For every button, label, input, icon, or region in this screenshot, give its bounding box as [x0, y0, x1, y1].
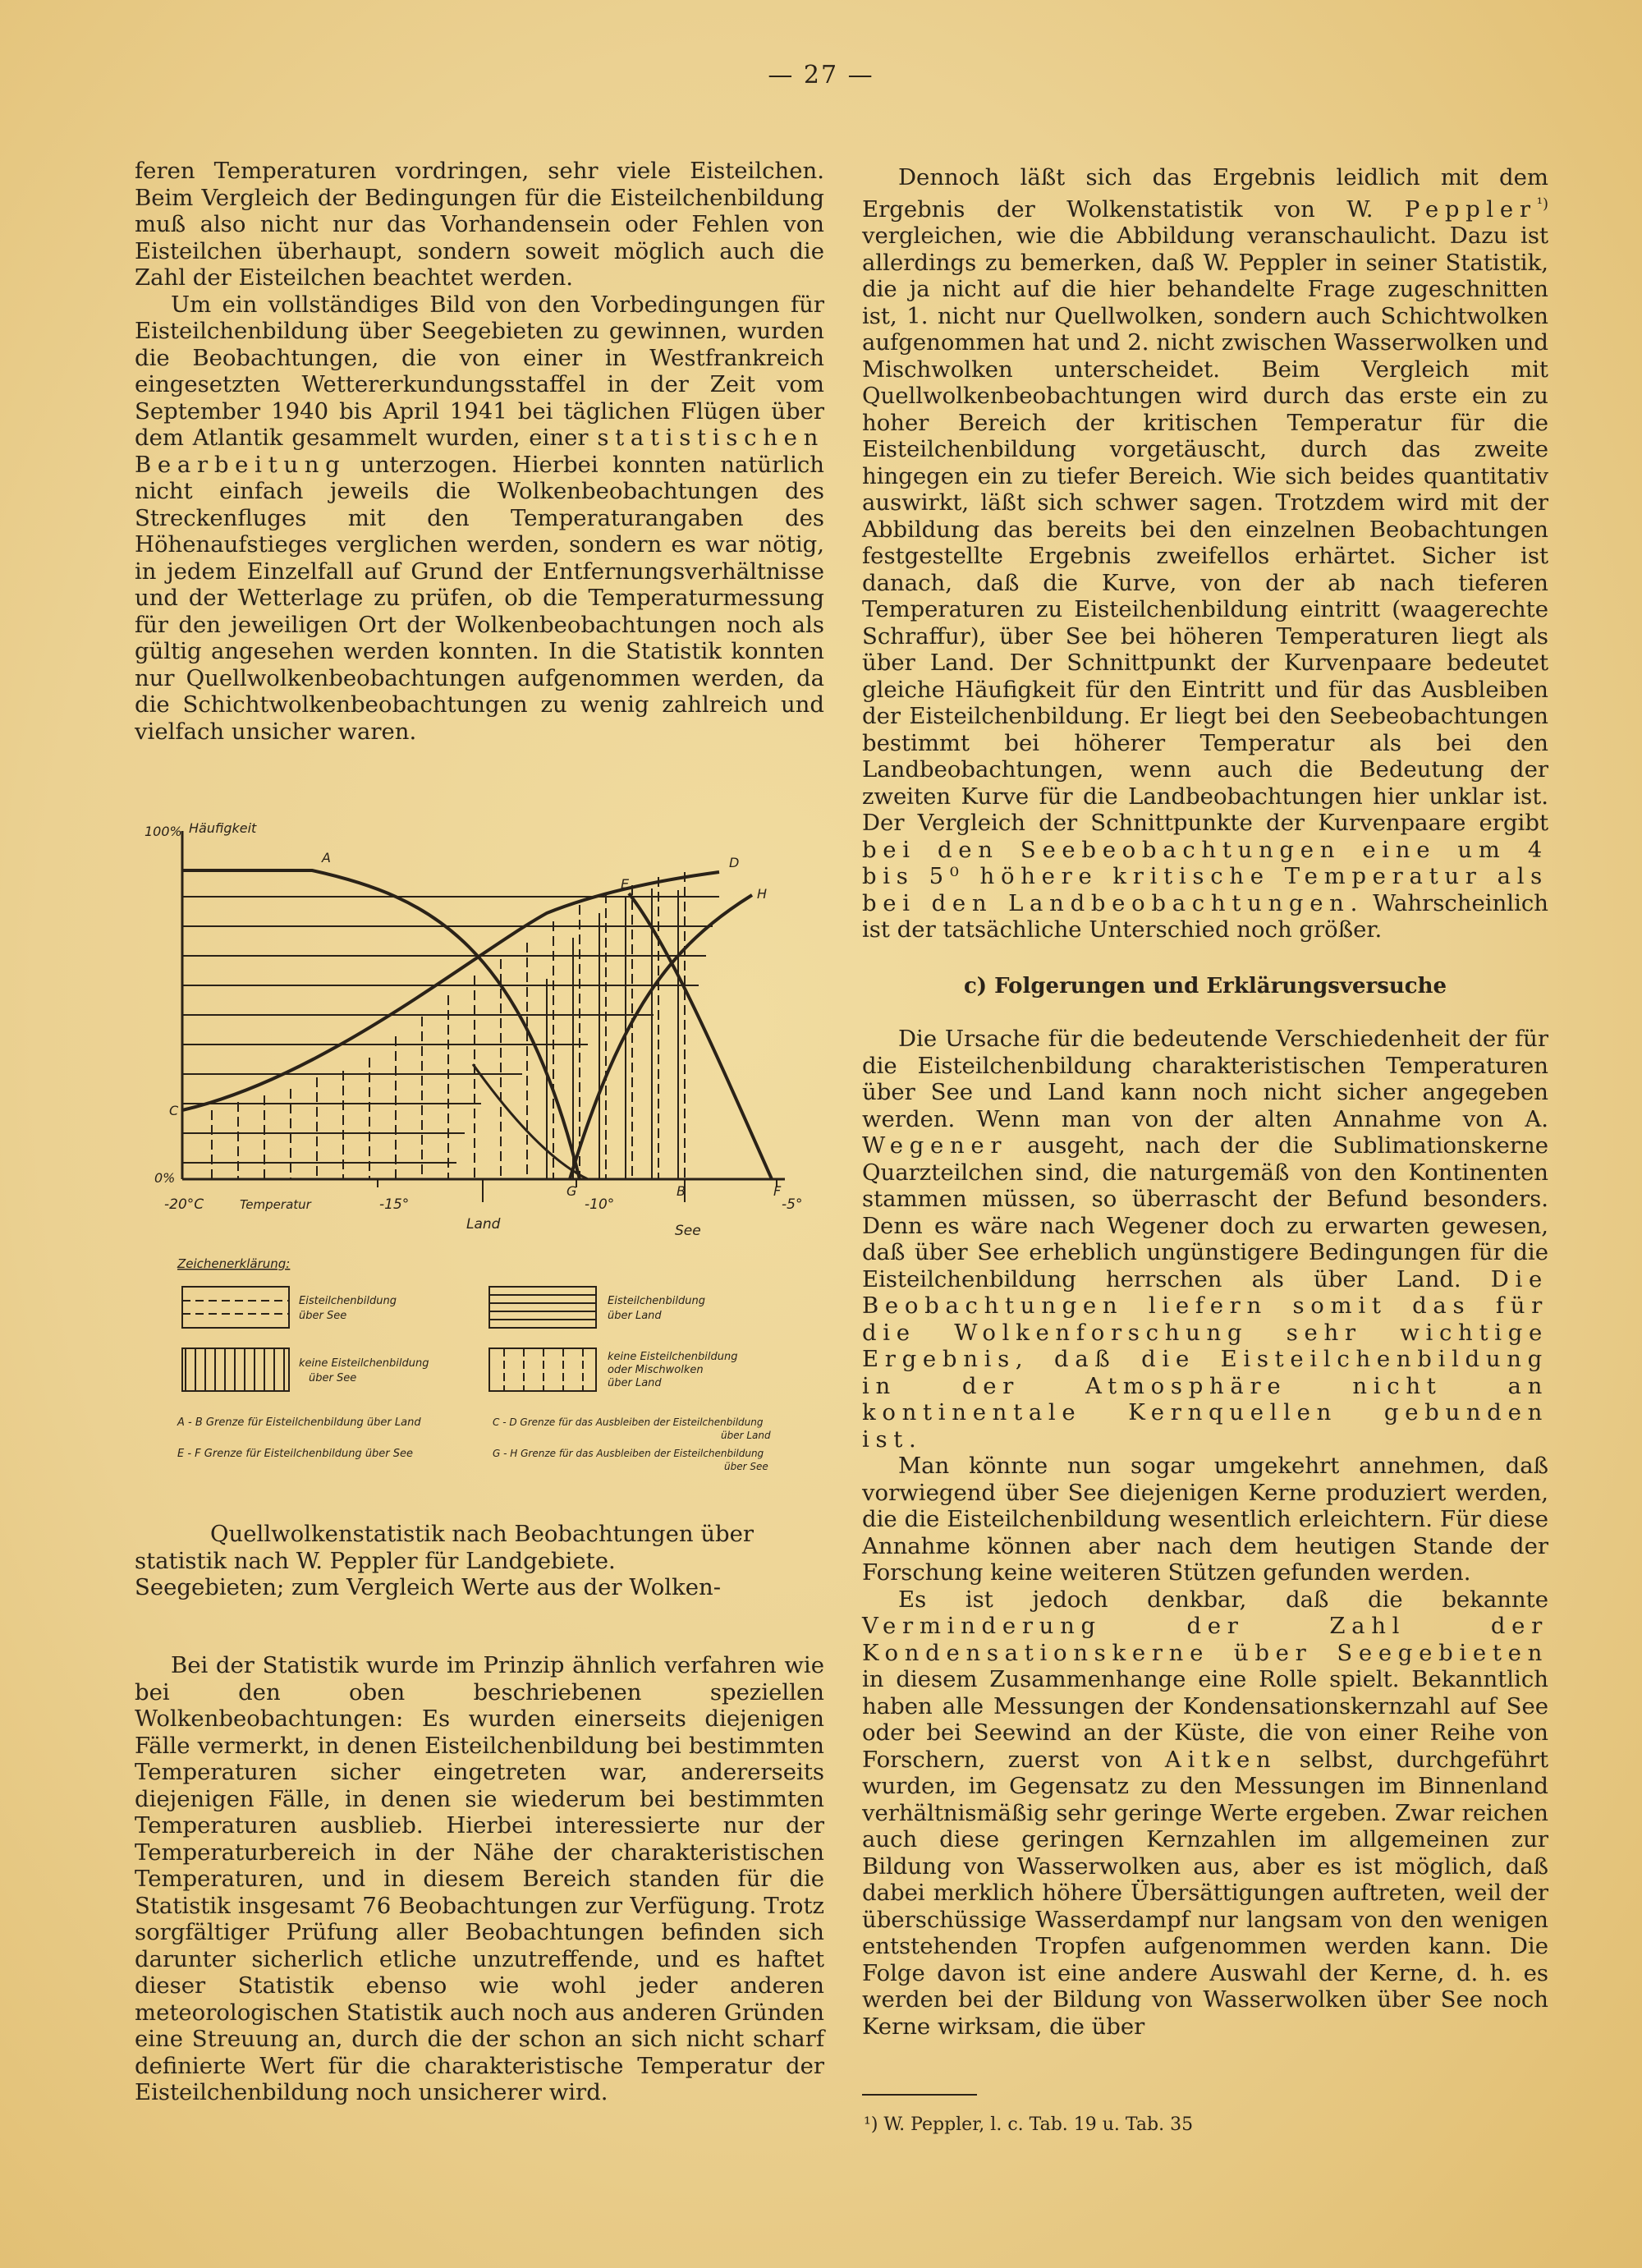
- tick-minus-10: -10°: [585, 1196, 615, 1213]
- y-bottom-label: 0%: [154, 1170, 176, 1186]
- left-paragraph-2-b: unterzogen. Hierbei konnten natürlich nicht einfach jeweils die Wolkenbeobachtungen des Streckenfluges mit den Temperaturangaben des Höhenaufstieges verglichen werden, sondern es war nötig, in jedem Einzelfall auf Grund der Entfernungsverhältnisse und der Wetterlage zu prüfen, ob die Temperaturmessung für den jeweiligen Ort der Wolkenbeobachtungen noch als gültig angesehen werden konnten. In die Statistik konnten nur Quellwolkenbeobachtungen aufgenommen werden, da die Schichtwolkenbeobachtungen zu wenig zahlreich und vielfach unsicher waren.: [135, 451, 824, 745]
- horizontal-hatching: [182, 870, 719, 1163]
- legend-4-line3: über Land: [608, 1377, 662, 1389]
- curve-label-e: E: [621, 876, 630, 892]
- y-axis-title: Häufigkeit: [189, 820, 257, 836]
- legend-2-line1: Eisteilchenbildung: [608, 1295, 705, 1307]
- right-paragraph-1-c: Wahrscheinlich ist der tatsächliche Unterschied noch größer.: [862, 889, 1548, 943]
- see-marker: See: [675, 1223, 701, 1239]
- curve-g-h: [570, 895, 752, 1179]
- legend-2-line2: über Land: [608, 1310, 662, 1322]
- note-c-d: C - D Grenze für das Ausbleiben der Eisteilchenbildung: [493, 1416, 764, 1428]
- tick-minus-15: -15°: [379, 1196, 410, 1213]
- note-a-b: A - B Grenze für Eisteilchenbildung über Land: [177, 1416, 421, 1429]
- curve-label-a: A: [322, 850, 331, 865]
- tick-minus-20: -20°C: [164, 1196, 204, 1213]
- curve-see-low: [473, 1064, 588, 1179]
- left-column-bottom: [135, 1652, 824, 2106]
- curve-label-g: G: [566, 1183, 577, 1199]
- page-number: — 27 —: [768, 61, 874, 90]
- caption-line-1: Quellwolkenstatistik nach Beobachtungen über: [210, 1521, 754, 1547]
- section-heading: c) Folgerungen und Erklärungsversuche: [963, 973, 1447, 999]
- right-paragraph-1-a: Dennoch läßt sich das Ergebnis leidlich mit dem Ergebnis der Wolkenstatistik von W.: [862, 164, 1548, 223]
- right-paragraph-4: [862, 1586, 1548, 2041]
- right-paragraph-3: Man könnte nun sogar umgekehrt annehmen, daß vorwiegend über See diejenigen Kerne produziert werden, die die Eisteilchenbildung wesentlich erleichtern. Für diese Annahme können aber nach dem heutigen Stande der Forschung keine weiteren Stützen gefunden werden.: [862, 1453, 1548, 1586]
- left-paragraph-2-a: Um ein vollständiges Bild von den Vorbedingungen für Eisteilchenbildung über Seegebieten zu gewinnen, wurden die Beobachtungen, die von einer in Westfrankreich eingesetzten Wettererkundungsstaffel in der Zeit vom September 1940 bis April 1941 bei täglichen Flügen über dem Atlantik gesammelt wurden, einer: [135, 291, 824, 451]
- legend-1-line2: über See: [299, 1310, 347, 1322]
- right-paragraph-2-a: Die Ursache für die bedeutende Verschiedenheit der für die Eisteilchenbildung charakteristischen Temperaturen über See und Land kann noch nicht sicher angegeben werden. Wenn man von der alten Annahme von A.: [862, 1026, 1548, 1132]
- curve-label-f: F: [773, 1183, 782, 1199]
- right-paragraph-4-c: selbst, durchgeführt wurden, im Gegensatz zu den Messungen im Binnenland verhältnismäßig sehr geringe Werte ergeben. Zwar reichen auch diese geringen Kernzahlen im allgemeinen zur Bildung von Wasserwolken aus, aber es ist möglich, daß dabei merklich höhere Übersättigungen auftreten, weil der überschüssige Wasserdampf nur langsam von den wenigen entstehenden Tropfen aufgenommen werden kann. Die Folge davon ist eine andere Auswahl der Kerne, d. h. es werden bei der Bildung von Wasserwolken über See noch Kerne wirksam, die über: [862, 1746, 1549, 2040]
- footnote-ref: ¹): [1536, 195, 1548, 213]
- legend-swatch-land-eis: [489, 1287, 596, 1328]
- peppler-name: Peppler: [1404, 195, 1537, 223]
- legend-3-line2: über See: [309, 1372, 357, 1384]
- legend-4-line2: oder Mischwolken: [608, 1364, 704, 1376]
- note-c-d-2: über Land: [721, 1430, 771, 1441]
- right-paragraph-2-spaced: Die Beobachtungen liefern somit das für die Wolkenforschung sehr wichtige Ergebnis, daß die Eisteilchenbildung in der Atmosphäre nicht an kontinentale Kernquellen gebunden ist.: [862, 1265, 1549, 1453]
- caption-line-2: statistik nach W. Peppler für Landgebiete.: [135, 1547, 616, 1574]
- note-g-h: G - H Grenze für das Ausbleiben der Eisteilchenbildung: [493, 1448, 764, 1459]
- right-paragraph-2: [862, 1026, 1548, 1453]
- note-g-h-2: über See: [724, 1461, 768, 1472]
- curve-label-b: B: [677, 1183, 686, 1199]
- right-paragraph-2-b: ausgeht, nach der die Sublimationskerne Quarzteilchen sind, die naturgemäß von den Kontinenten stammen müssen, so überrascht der Befund besonders. Denn es wäre nach Wegener doch zu erwarten gewesen, daß über See erheblich ungünstigere Bedingungen für die Eisteilchenbildung herrschen als über Land.: [862, 1132, 1548, 1292]
- right-paragraph-1-b: vergleichen, wie die Abbildung veranschaulicht. Dazu ist allerdings zu bemerken, daß W. Peppler in seiner Statistik, die ja nicht auf die hier behandelte Frage zugeschnitten ist, 1. nicht nur Quellwolken, sondern auch Schichtwolken aufgenommen hat und 2. nicht zwischen Wasserwolken und Mischwolken unterscheidet. Beim Vergleich mit Quellwolkenbeobachtungen wird durch das erste ein zu hoher Bereich der kritischen Temperatur für die Eisteilchenbildung vorgetäuscht, durch das zweite hingegen ein zu tiefer Bereich. Wie sich beides quantitativ auswirkt, läßt sich schwer sagen. Trotzdem wird mit der Abbildung das bereits bei den einzelnen Beobachtungen festgestellte Ergebnis zweifellos erhärtet. Sicher ist danach, daß die Kurve, von der ab nach tieferen Temperaturen zu Eisteilchenbildung eintritt (waagerechte Schraffur), über See bei höheren Temperaturen liegt als über Land. Der Schnittpunkt der Kurvenpaare bedeutet gleiche Häufigkeit für den Eintritt und für das Ausbleiben der Eisteilchenbildung. Er liegt bei den Seebeobachtungen bestimmt bei höherer Temperatur als bei den Landbeobachtungen, wenn auch die Bedeutung der zweiten Kurve für die Landbeobachtungen hier unklar ist. Der Vergleich der Schnittpunkte der Kurvenpaare ergibt: [862, 223, 1548, 837]
- legend-3-line1: keine Eisteilchenbildung: [299, 1357, 429, 1370]
- footnote: ¹) W. Peppler, l. c. Tab. 19 u. Tab. 35: [864, 2114, 1194, 2135]
- right-paragraph-4-a: Es ist jedoch denkbar, daß die bekannte: [898, 1586, 1548, 1613]
- curve-label-d: D: [729, 855, 740, 870]
- right-column: [862, 164, 1548, 2040]
- legend-4-line1: keine Eisteilchenbildung: [608, 1351, 738, 1363]
- legend-1-line1: Eisteilchenbildung: [299, 1295, 397, 1307]
- land-marker: Land: [466, 1216, 501, 1233]
- legend-title: Zeichenerklärung:: [177, 1256, 291, 1271]
- curve-label-c: C: [169, 1103, 179, 1118]
- x-axis-title: Temperatur: [240, 1197, 311, 1212]
- right-paragraph-4-b: in diesem Zusammenhange eine Rolle spielt. Bekanntlich haben alle Messungen der Kondensationskernzahl auf See oder bei Seewind an der Küste, die von einer Reihe von Forschern, zuerst von: [862, 1666, 1548, 1773]
- legend-swatch-see-eis: [182, 1287, 289, 1328]
- tick-minus-5: -5°: [782, 1196, 803, 1213]
- aitken-name: Aitken: [1164, 1746, 1277, 1773]
- curve-e-f: [629, 893, 772, 1179]
- temperature-frequency-figure: [144, 815, 818, 1488]
- footnote-rule: [862, 2094, 977, 2096]
- figure-caption: [135, 1521, 824, 1601]
- caption-line-3: Seegebieten; zum Vergleich Werte aus der Wolken-: [135, 1574, 722, 1600]
- curve-label-h: H: [757, 886, 768, 902]
- left-paragraph-1: feren Temperaturen vordringen, sehr viele Eisteilchen. Beim Vergleich der Bedingungen für die Eisteilchenbildung muß also nicht nur das Vorhandensein oder Fehlen von Eisteilchen überhaupt, sondern soweit möglich auch die Zahl der Eisteilchen beachtet werden.: [135, 158, 824, 291]
- y-top-label: 100%: [144, 824, 182, 839]
- note-e-f: E - F Grenze für Eisteilchenbildung über See: [177, 1448, 414, 1460]
- left-column-top: [135, 158, 824, 745]
- wegener-name: Wegener: [862, 1132, 1008, 1159]
- right-paragraph-4-spaced: Verminderung der Zahl der Kondensationskerne über Seegebieten: [862, 1613, 1548, 1666]
- legend-swatch-see-keine: [182, 1348, 289, 1391]
- right-paragraph-1: [862, 164, 1548, 943]
- left-paragraph-2-spaced: statistischen Bearbeitung: [135, 425, 824, 478]
- right-paragraph-1-spaced: bei den Seebeobachtungen eine um 4 bis 5⁰ höhere kritische Temperatur als bei den Landbeobachtungen.: [862, 836, 1548, 916]
- left-paragraph-3: Bei der Statistik wurde im Prinzip ähnlich verfahren wie bei den oben beschriebenen speziellen Wolkenbeobachtungen: Es wurden einerseits diejenigen Fälle vermerkt, in denen Eisteilchenbildung bei bestimmten Temperaturen sicher eingetreten war, andererseits diejenigen Fälle, in denen sie wiederum bei bestimmten Temperaturen ausblieb. Hierbei interessierte nur der Temperaturbereich in der Nähe der charakteristischen Temperaturen, und in diesem Bereich standen für die Statistik insgesamt 76 Beobachtungen zur Verfügung. Trotz sorgfältiger Prüfung aller Beobachtungen befinden sich darunter sicherlich etliche unzutreffende, und es haftet dieser Statistik ebenso wie wohl jeder anderen meteorologischen Statistik auch noch aus anderen Gründen eine Streuung an, durch die der schon an sich nicht scharf definierte Wert für die charakteristische Temperatur der Eisteilchenbildung noch unsicherer wird.: [135, 1652, 824, 2105]
- left-paragraph-2: [135, 292, 824, 746]
